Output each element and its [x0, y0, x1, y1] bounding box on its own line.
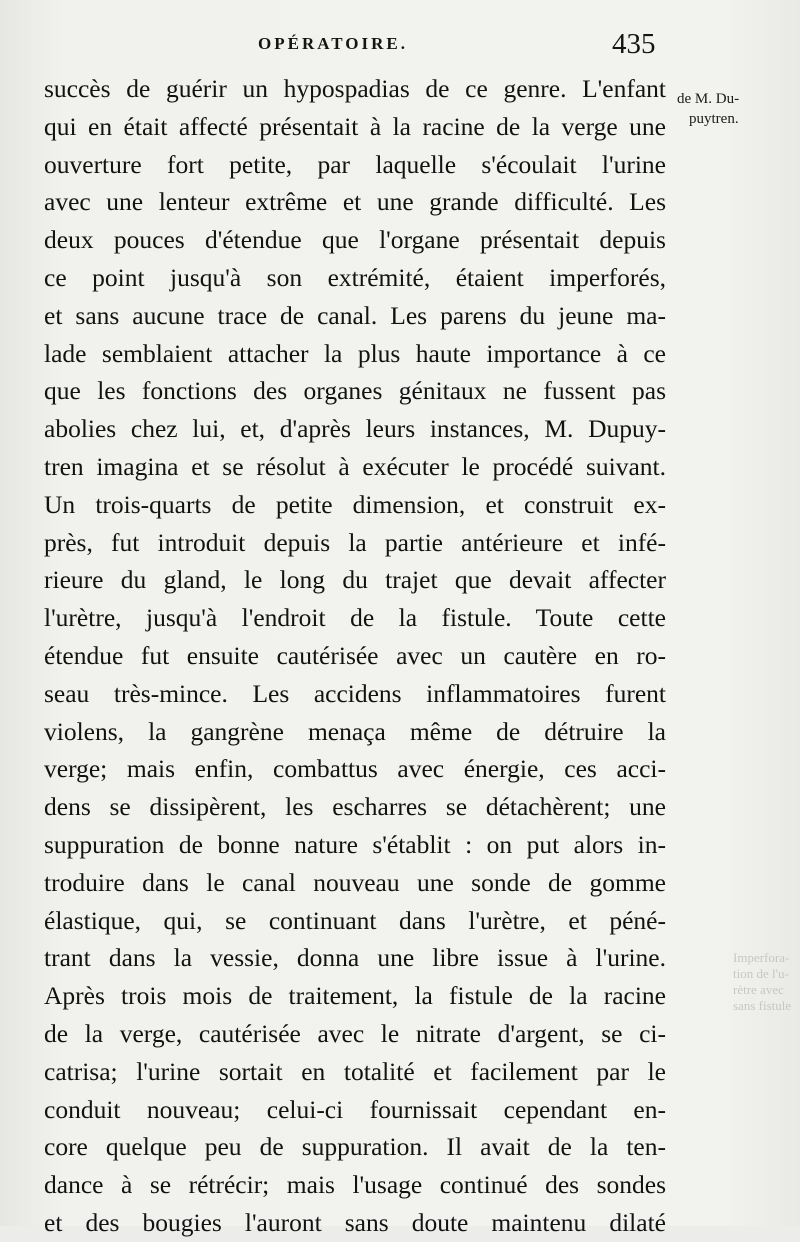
text-line: élastique, qui, se continuant dans l'urètre, et péné- [44, 905, 666, 935]
bleed-note-line: tion de l'u- [733, 966, 789, 981]
text-line: et sans aucune trace de canal. Les parens du jeune ma- [44, 300, 666, 330]
margin-note-line: puytren. [689, 111, 739, 127]
body-text [44, 70, 666, 1242]
text-line: suppuration de bonne nature s'établit : on put alors in- [44, 829, 666, 859]
text-line: trant dans la vessie, donna une libre issue à l'urine. [44, 943, 666, 973]
text-line: tren imagina et se résolut à exécuter le procédé suivant. [44, 451, 666, 481]
text-line: verge; mais enfin, combattus avec énergie, ces acci- [44, 754, 666, 784]
text-line: rieure du gland, le long du trajet que devait affecter [44, 565, 666, 595]
bleed-note-line: sans fistule [733, 998, 792, 1013]
text-line: violens, la gangrène menaça même de détruire la [44, 716, 666, 746]
text-line: Après trois mois de traitement, la fistule de la racine [44, 981, 666, 1011]
text-line: que les fonctions des organes génitaux ne fussent pas [44, 376, 666, 406]
page-number: 435 [612, 28, 656, 60]
text-line: dens se dissipèrent, les escharres se détachèrent; une [44, 792, 666, 822]
text-line: succès de guérir un hypospadias de ce genre. L'enfant [44, 74, 666, 103]
bleed-note-line: Imperfora- [733, 950, 790, 965]
bleed-note-line: rètre avec [733, 982, 784, 997]
text-line: ce point jusqu'à son extrémité, étaient imperforés, [44, 262, 666, 292]
text-line: conduit nouveau; celui-ci fournissait cependant en- [44, 1094, 666, 1124]
text-line: ouverture fort petite, par laquelle s'écoulait l'urine [44, 149, 666, 179]
text-line: abolies chez lui, et, d'après leurs instances, M. Dupuy- [44, 414, 666, 444]
text-line: troduire dans le canal nouveau une sonde de gomme [44, 867, 666, 897]
text-line: catrisa; l'urine sortait en totalité et facilement par le [44, 1056, 666, 1086]
margin-note-line: de M. Du- [677, 91, 740, 107]
text-line: l'urètre, jusqu'à l'endroit de la fistule. Toute cette [44, 603, 666, 633]
text-line: lade semblaient attacher la plus haute importance à ce [44, 338, 666, 368]
text-line: qui en était affecté présentait à la racine de la verge une [44, 111, 666, 141]
text-line: core quelque peu de suppuration. Il avait de la ten- [44, 1132, 666, 1162]
bleed-through-note [733, 950, 800, 1014]
text-line: avec une lenteur extrême et une grande difficulté. Les [44, 187, 666, 217]
text-line: étendue fut ensuite cautérisée avec un cautère en ro- [44, 640, 666, 670]
text-line: deux pouces d'étendue que l'organe présentait depuis [44, 225, 666, 255]
text-line: Un trois-quarts de petite dimension, et construit ex- [44, 489, 666, 519]
text-line: près, fut introduit depuis la partie antérieure et infé- [44, 527, 666, 557]
margin-note [677, 89, 792, 129]
text-line: et des bougies l'auront sans doute maintenu dilaté [44, 1207, 666, 1237]
text-line: dance à se rétrécir; mais l'usage continué des sondes [44, 1170, 666, 1200]
text-line: seau très-mince. Les accidens inflammatoires furent [44, 678, 666, 708]
text-line: de la verge, cautérisée avec le nitrate d'argent, se ci- [44, 1018, 666, 1048]
running-head: OPÉRATOIRE. [258, 34, 408, 53]
